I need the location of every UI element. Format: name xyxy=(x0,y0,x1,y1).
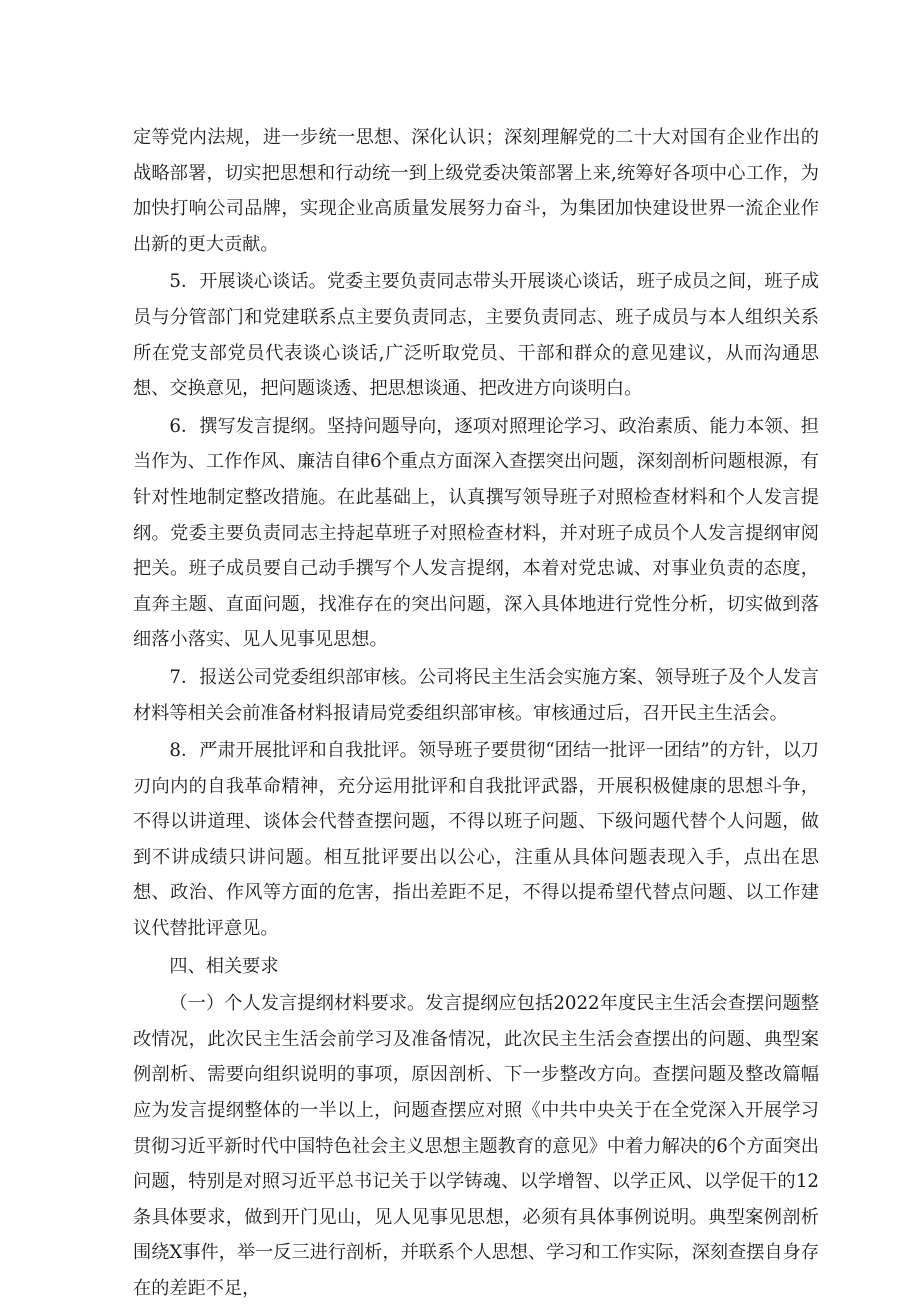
paragraph-item-7: 7．报送公司党委组织部审核。公司将民主生活会实施方案、领导班子及个人发言材料等相关会前准备材料报请局党委组织部审核。审核通过后，召开民主生活会。 xyxy=(133,666,819,724)
paragraph-continuation: 定等党内法规，进一步统一思想、深化认识；深刻理解党的二十大对国有企业作出的战略部署，切实把思想和行动统一到上级党委决策部署上来,统筹好各项中心工作，为加快打响公司品牌，实现企业高质量发展努力奋斗，为集团加快建设世界一流企业作出新的更大贡献。 xyxy=(133,127,819,255)
section-heading-requirements: 四、相关要求 xyxy=(169,955,279,977)
paragraph-item-5: 5．开展谈心谈话。党委主要负责同志带头开展谈心谈话，班子成员之间，班子成员与分管部门和党建联系点主要负责同志，主要负责同志、班子成员与本人组织关系所在党支部党员代表谈心谈话,广泛听取党员、干部和群众的意见建议，从而沟通思想、交换意见，把问题谈透、把思想谈通、把改进方向谈明白。 xyxy=(133,271,819,400)
document-page xyxy=(133,120,819,1307)
paragraph-requirement-1: （一）个人发言提纲材料要求。发言提纲应包括2022年度民主生活会查摆问题整改情况，此次民主生活会前学习及准备情况，此次民主生活会查摆出的问题、典型案例剖析、需要向组织说明的事项，原因剖析、下一步整改方向。查摆问题及整改篇幅应为发言提纲整体的一半以上，问题查摆应对照《中共中央关于在全党深入开展学习贯彻习近平新时代中国特色社会主义思想主题教育的意见》中着力解决的6个方面突出问题，特别是对照习近平总书记关于以学铸魂、以学增智、以学正风、以学促干的12条具体要求，做到开门见山，见人见事见思想，必须有具体事例说明。典型案例剖析围绕X事件，举一反三进行剖析，并联系个人思想、学习和工作实际，深刻查摆自身存在的差距不足， xyxy=(133,993,819,1299)
paragraph-item-6: 6．撰写发言提纲。坚持问题导向，逐项对照理论学习、政治素质、能力本领、担当作为、工作作风、廉洁自律6个重点方面深入查摆突出问题，深刻剖析问题根源，有针对性地制定整改措施。在此基础上，认真撰写领导班子对照检查材料和个人发言提纲。党委主要负责同志主持起草班子对照检查材料，并对班子成员个人发言提纲审阅把关。班子成员要自己动手撰写个人发言提纲，本着对党忠诚、对事业负责的态度，直奔主题、直面问题，找准存在的突出问题，深入具体地进行党性分析，切实做到落细落小落实、见人见事见思想。 xyxy=(133,415,819,651)
paragraph-item-8: 8．严肃开展批评和自我批评。领导班子要贯彻“团结一批评一团结”的方针，以刀刃向内的自我革命精神，充分运用批评和自我批评武器，开展积极健康的思想斗争，不得以讲道理、谈体会代替查摆问题，不得以班子问题、下级问题代替个人问题，做到不讲成绩只讲问题。相互批评要出以公心，注重从具体问题表现入手，点出在思想、政治、作风等方面的危害，指出差距不足，不得以提希望代替点问题、以工作建议代替批评意见。 xyxy=(133,740,819,940)
